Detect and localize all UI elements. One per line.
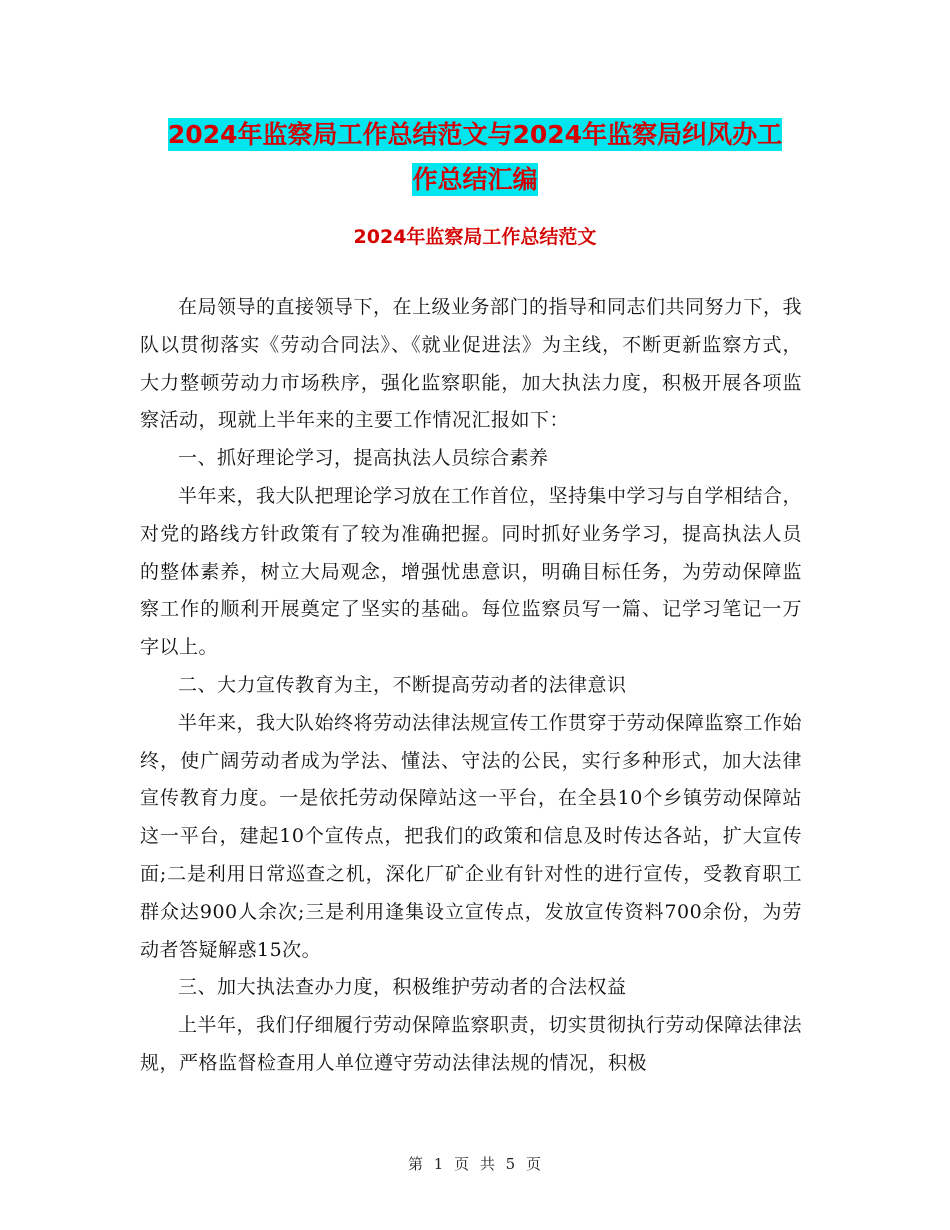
document-title-line-1: 2024年监察局工作总结范文与2024年监察局纠风办工	[167, 120, 783, 149]
heading-3: 三、加大执法查办力度，积极维护劳动者的合法权益	[178, 976, 627, 999]
paragraph-1: 半年来，我大队把理论学习放在工作首位，坚持集中学习与自学相结合，对党的路线方针政策有了较为准确把握。同时抓好业务学习，提高执法人员的整体素养，树立大局观念，增强忧患意识，明确目标任务，为劳动保障监察工作的顺利开展奠定了坚实的基础。每位监察员写一篇、记学习笔记一万字以上。	[140, 484, 803, 659]
heading-1: 一、抓好理论学习，提高执法人员综合素养	[178, 447, 549, 470]
page-footer: 第 1 页 共 5 页	[408, 1155, 542, 1173]
document-title	[140, 112, 810, 202]
heading-2: 二、大力宣传教育为主，不断提高劳动者的法律意识	[178, 673, 627, 696]
section-title: 2024年监察局工作总结范文	[353, 226, 597, 248]
paragraph-2: 半年来，我大队始终将劳动法律法规宣传工作贯穿于劳动保障监察工作始终，使广阔劳动者成为学法、懂法、守法的公民，实行多种形式，加大法律宣传教育力度。一是依托劳动保障站这一平台，在全县10个乡镇劳动保障站这一平台，建起10个宣传点，把我们的政策和信息及时传达各站，扩大宣传面;二是利用日常巡查之机，深化厂矿企业有针对性的进行宣传，受教育职工群众达900人余次;三是利用逢集设立宣传点，发放宣传资料700余份，为劳动者答疑解惑15次。	[140, 711, 803, 961]
paragraph-intro: 在局领导的直接领导下，在上级业务部门的指导和同志们共同努力下，我队以贯彻落实《劳动合同法》、《就业促进法》为主线，不断更新监察方式，大力整顿劳动力市场秩序，强化监察职能，加大执法力度，积极开展各项监察活动，现就上半年来的主要工作情况汇报如下：	[140, 296, 803, 432]
document-title-line-2: 作总结汇编	[412, 165, 538, 194]
paragraph-3: 上半年，我们仔细履行劳动保障监察职责，切实贯彻执行劳动保障法律法规，严格监督检查用人单位遵守劳动法律法规的情况，积极	[140, 1014, 803, 1074]
document-body	[140, 289, 802, 1083]
